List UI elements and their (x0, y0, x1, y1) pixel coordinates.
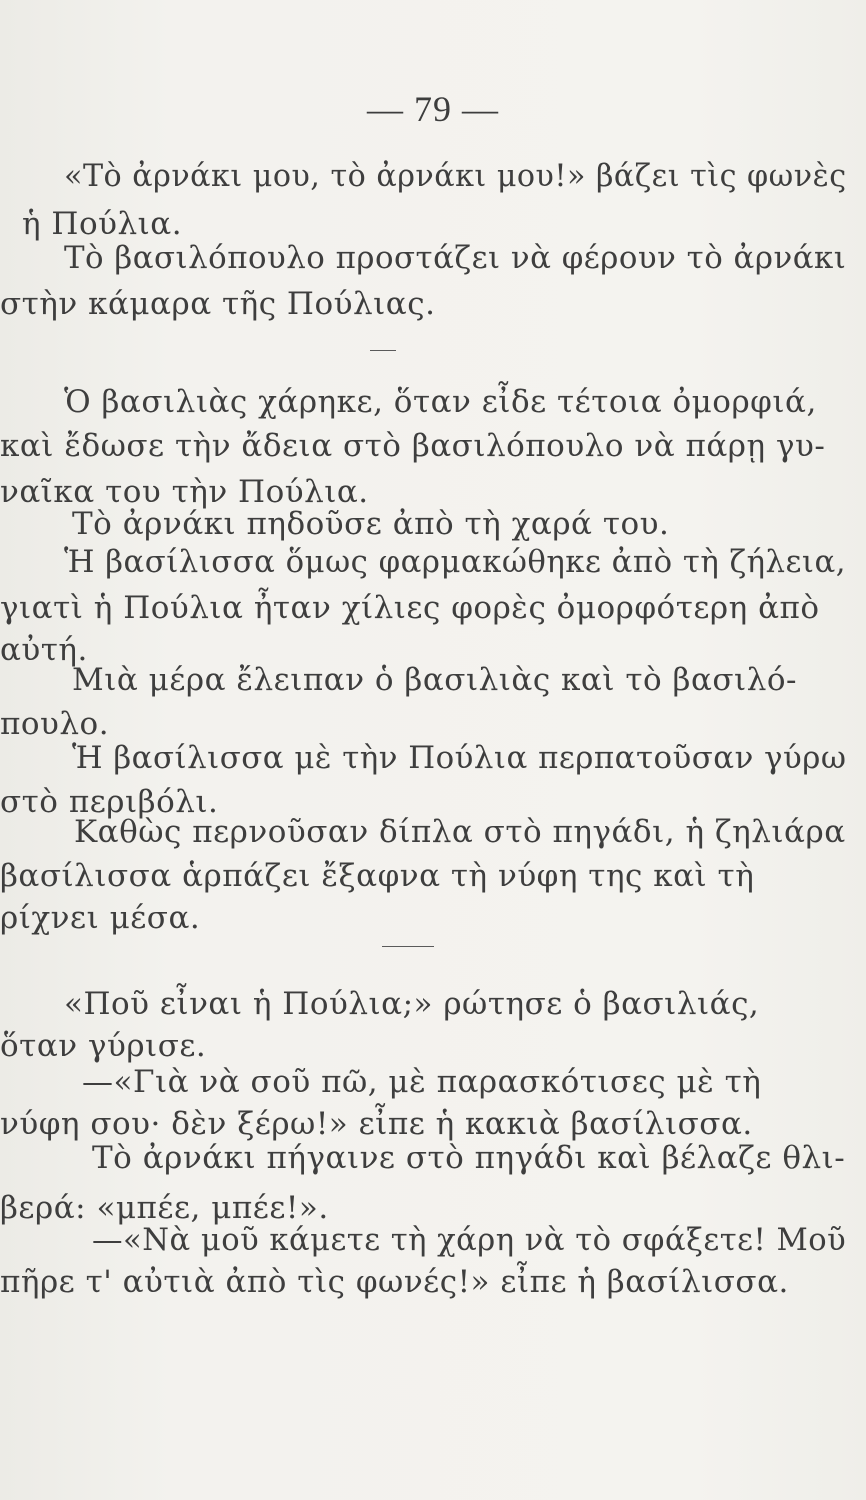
text-line: Τὸ ἀρνάκι πήγαινε στὸ πηγάδι καὶ βέλαζε θλι- (92, 1140, 846, 1176)
text-line: πῆρε τ' αὐτιὰ ἀπὸ τὶς φωνές!» εἶπε ἡ βασίλισσα. (0, 1264, 789, 1300)
text-line: βασίλισσα ἁρπάζει ἔξαφνα τὴ νύφη της καὶ τὴ (0, 858, 755, 894)
text-line: ναῖκα του τὴν Πούλια. (0, 474, 369, 510)
text-line: νύφη σου· δὲν ξέρω!» εἶπε ἡ κακιὰ βασίλισσα. (0, 1106, 753, 1142)
text-line: Ὁ βασιλιὰς χάρηκε, ὅταν εἶδε τέτοια ὀμορφιά, (64, 384, 817, 420)
text-line: Καθὼς περνοῦσαν δίπλα στὸ πηγάδι, ἡ ζηλιάρα (74, 814, 846, 850)
text-line: Τὸ ἀρνάκι πηδοῦσε ἀπὸ τὴ χαρά του. (72, 506, 670, 542)
text-line: «Τὸ ἀρνάκι μου, τὸ ἀρνάκι μου!» βάζει τὶς φωνὲς (64, 158, 847, 194)
text-line: ἡ Πούλια. (22, 206, 183, 242)
section-divider (370, 350, 396, 351)
text-line: Μιὰ μέρα ἔλειπαν ὁ βασιλιὰς καὶ τὸ βασιλό- (72, 662, 797, 698)
text-line: ὅταν γύρισε. (0, 1028, 207, 1064)
text-line: αὐτή. (0, 632, 88, 668)
text-line: στὸ περιβόλι. (0, 784, 219, 820)
section-divider (382, 946, 434, 947)
text-line: ρίχνει μέσα. (0, 900, 201, 936)
text-line: Ἡ βασίλισσα ὅμως φαρμακώθηκε ἀπὸ τὴ ζήλεια, (64, 544, 846, 580)
text-line: καὶ ἔδωσε τὴν ἄδεια στὸ βασιλόπουλο νὰ πάρῃ γυ- (0, 428, 826, 464)
text-line: στὴν κάμαρα τῆς Πούλιας. (0, 286, 436, 322)
text-line: —«Γιὰ νὰ σοῦ πῶ, μὲ παρασκότισες μὲ τὴ (82, 1064, 762, 1100)
text-line: πουλο. (0, 706, 110, 742)
page-number: — 79 — (367, 89, 499, 129)
text-line: —«Νὰ μοῦ κάμετε τὴ χάρη νὰ τὸ σφάξετε! Μοῦ (92, 1222, 847, 1258)
text-line: «Ποῦ εἶναι ἡ Πούλια;» ρώτησε ὁ βασιλιάς, (64, 986, 760, 1022)
text-line: γιατὶ ἡ Πούλια ἦταν χίλιες φορὲς ὀμορφότερη ἀπὸ (0, 590, 820, 626)
text-line: βερά: «μπέε, μπέε!». (0, 1190, 329, 1226)
text-line: Τὸ βασιλόπουλο προστάζει νὰ φέρουν τὸ ἀρνάκι (64, 240, 847, 276)
text-line: Ἡ βασίλισσα μὲ τὴν Πούλια περπατοῦσαν γύρω (72, 740, 847, 776)
